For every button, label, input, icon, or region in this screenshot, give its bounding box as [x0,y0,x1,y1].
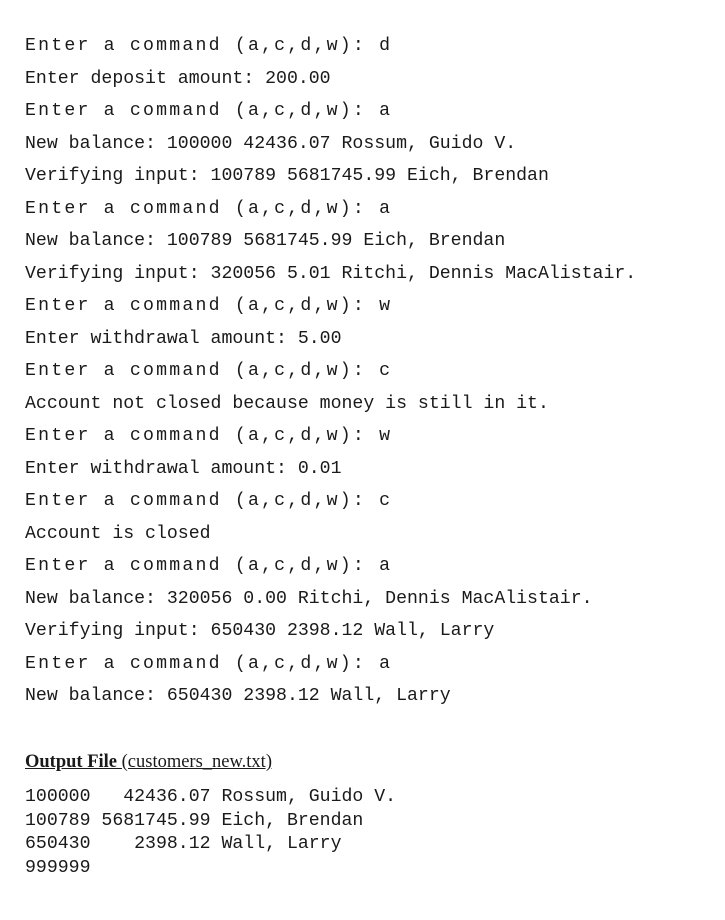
console-prompt-line: Enter a command (a,c,d,w): c [25,361,393,381]
console-output-line: Enter withdrawal amount: 5.00 [25,328,342,349]
console-output-line: New balance: 320056 0.00 Ritchi, Dennis MacAlistair. [25,588,593,609]
output-file-heading [25,752,272,773]
console-output-line: New balance: 650430 2398.12 Wall, Larry [25,686,451,706]
console-output-line: New balance: 100000 42436.07 Rossum, Guido V. [25,133,517,154]
output-file-line: 650430 2398.12 Wall, Larry [25,834,342,854]
console-output-line: Account is closed [25,523,211,544]
output-file-line: 999999 [25,857,91,878]
console-prompt-line: Enter a command (a,c,d,w): d [25,36,393,56]
console-prompt-line: Enter a command (a,c,d,w): c [25,491,393,511]
console-output-line: New balance: 100789 5681745.99 Eich, Brendan [25,231,506,251]
console-prompt-line: Enter a command (a,c,d,w): a [25,653,393,674]
output-file-line: 100000 42436.07 Rossum, Guido V. [25,787,397,807]
output-file-contents [25,786,396,880]
console-output-line: Verifying input: 320056 5.01 Ritchi, Dennis MacAlistair. [25,263,637,284]
console-output-line: Verifying input: 100789 5681745.99 Eich, Brendan [25,166,549,186]
console-log [25,30,636,713]
output-file-title: Output File [25,752,117,772]
output-file-line: 100789 5681745.99 Eich, Brendan [25,810,364,831]
console-output-line: Account not closed because money is still in it. [25,393,549,414]
console-output-line: Verifying input: 650430 2398.12 Wall, Larry [25,621,495,641]
console-prompt-line: Enter a command (a,c,d,w): a [25,556,393,576]
console-prompt-line: Enter a command (a,c,d,w): a [25,101,393,121]
console-prompt-line: Enter a command (a,c,d,w): w [25,426,393,446]
console-output-line: Enter withdrawal amount: 0.01 [25,458,342,479]
output-file-filename: (customers_new.txt) [117,752,272,772]
console-output-line: Enter deposit amount: 200.00 [25,68,331,89]
console-prompt-line: Enter a command (a,c,d,w): a [25,198,393,219]
console-prompt-line: Enter a command (a,c,d,w): w [25,296,393,316]
